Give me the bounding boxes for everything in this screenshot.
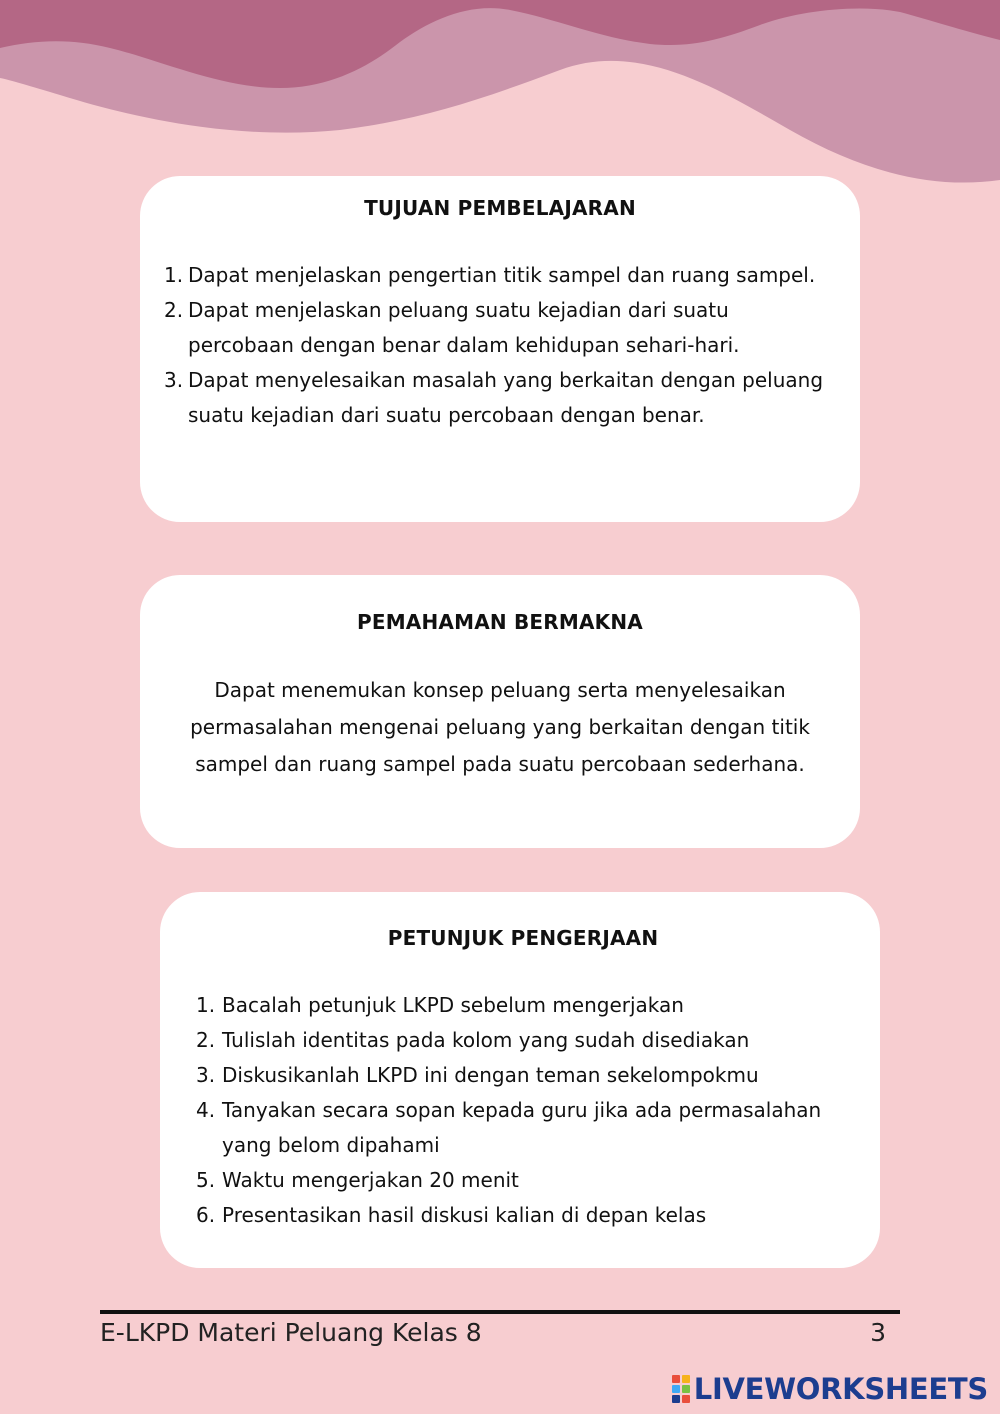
learning-objectives-title: TUJUAN PEMBELAJARAN [364,196,636,220]
list-item-text: Bacalah petunjuk LKPD sebelum mengerjakan [222,993,684,1017]
liveworksheets-logo-icon [672,1375,690,1403]
list-item-number: 6. [196,1203,216,1227]
list-item [196,1058,850,1093]
list-item-text: Dapat menjelaskan peluang suatu kejadian dari suatu percobaan dengan benar dalam kehidupan sehari-hari. [188,298,740,357]
list-item-text: Dapat menjelaskan pengertian titik sampel dan ruang sampel. [188,263,816,287]
list-item-text: Tulislah identitas pada kolom yang sudah disediakan [222,1028,750,1052]
footer-title: E-LKPD Materi Peluang Kelas 8 [100,1318,482,1347]
list-item [164,258,836,293]
list-item [196,1023,850,1058]
list-item-number: 2. [164,298,184,322]
meaningful-understanding-text: Dapat menemukan konsep peluang serta menyelesaikan permasalahan mengenai peluang yang berkaitan dengan titik sampel dan ruang sampel pada suatu percobaan sederhana. [190,678,810,776]
decorative-waves [0,0,1000,200]
list-item-text: Dapat menyelesaikan masalah yang berkaitan dengan peluang suatu kejadian dari suatu percobaan dengan benar. [188,368,824,427]
list-item [196,988,850,1023]
list-item-number: 3. [164,368,184,392]
list-item-number: 1. [196,993,216,1017]
meaningful-understanding-title: PEMAHAMAN BERMAKNA [356,610,643,634]
list-item-text: Presentasikan hasil diskusi kalian di depan kelas [222,1203,707,1227]
list-item-number: 1. [164,263,184,287]
meaningful-understanding-card [140,575,860,848]
list-item-number: 5. [196,1168,216,1192]
list-item [196,1198,850,1233]
learning-objectives-list [164,258,836,433]
list-item [164,363,836,433]
list-item [196,1093,850,1163]
list-item [196,1163,850,1198]
list-item-text: Diskusikanlah LKPD ini dengan teman sekelompokmu [222,1063,759,1087]
liveworksheets-text: LIVEWORKSHEETS [693,1372,988,1406]
page-number: 3 [870,1318,886,1347]
list-item-number: 2. [196,1028,216,1052]
list-item-text: Waktu mengerjakan 20 menit [222,1168,519,1192]
list-item [164,293,836,363]
list-item-number: 4. [196,1098,216,1122]
instructions-list [196,988,850,1233]
list-item-text: Tanyakan secara sopan kepada guru jika ada permasalahan yang belom dipahami [222,1098,822,1157]
list-item-number: 3. [196,1063,216,1087]
footer-divider [100,1310,900,1314]
instructions-title: PETUNJUK PENGERJAAN [387,926,659,950]
liveworksheets-watermark[interactable] [672,1372,988,1406]
learning-objectives-card [140,176,860,522]
instructions-card [160,892,880,1268]
